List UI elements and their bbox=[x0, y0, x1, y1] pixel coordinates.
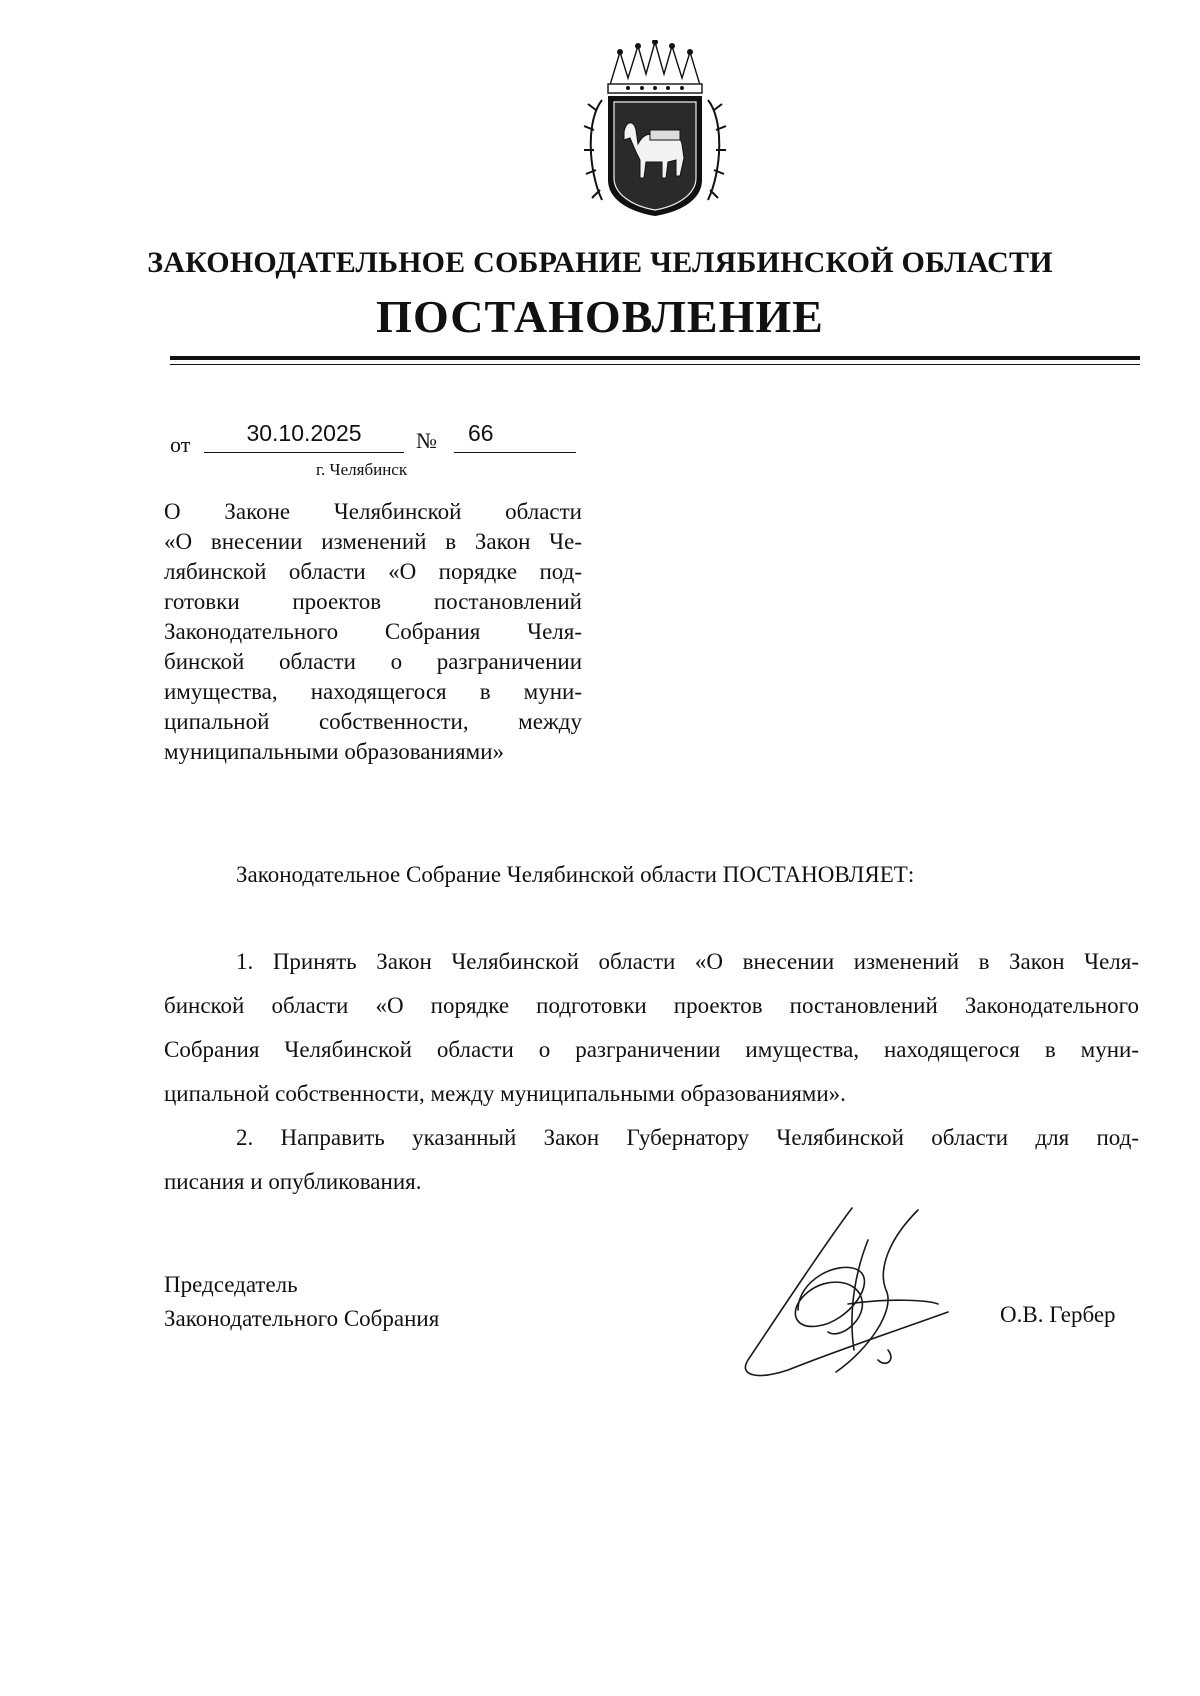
body-line: бинской области «О порядке подготовки проектов постановлений Законодательного bbox=[164, 993, 1139, 1018]
body-line: Собрания Челябинской области о разграничении имущества, находящегося в муни- bbox=[164, 1037, 1139, 1062]
number-underline bbox=[454, 452, 576, 453]
document-date: 30.10.2025 bbox=[246, 420, 362, 446]
date-underline bbox=[204, 452, 404, 453]
subject-line: имущества, находящегося в муни- bbox=[164, 679, 582, 704]
body-line: ципальной собственности, между муниципальными образованиями». bbox=[164, 1081, 846, 1106]
subject-line: лябинской области «О порядке под- bbox=[164, 559, 582, 584]
subject-line: «О внесении изменений в Закон Че- bbox=[164, 529, 582, 554]
document-number: 66 bbox=[468, 420, 494, 446]
subject-line: муниципальными образованиями» bbox=[164, 739, 505, 764]
subject-line: Законодательного Собрания Челя- bbox=[164, 619, 582, 644]
date-prefix-label: от bbox=[170, 432, 191, 457]
document-subject bbox=[164, 497, 582, 767]
body-line: 2. Направить указанный Закон Губернатору Челябинской области для под- bbox=[236, 1125, 1139, 1150]
signatory-role bbox=[164, 1268, 439, 1336]
document-type-heading: ПОСТАНОВЛЕНИЕ bbox=[376, 291, 824, 342]
issue-city: г. Челябинск bbox=[316, 460, 408, 479]
coat-of-arms-emblem bbox=[580, 40, 730, 220]
number-sign-label: № bbox=[416, 428, 437, 453]
header-divider-thin bbox=[170, 364, 1140, 365]
signatory-role-line: Законодательного Собрания bbox=[164, 1306, 440, 1331]
document-meta bbox=[170, 420, 590, 457]
body-line: писания и опубликования. bbox=[164, 1169, 422, 1194]
handwritten-signature bbox=[728, 1200, 998, 1390]
signatory-role-line: Председатель bbox=[164, 1272, 298, 1297]
subject-line: О Законе Челябинской области bbox=[164, 499, 582, 524]
resolution-preamble: Законодательное Собрание Челябинской области ПОСТАНОВЛЯЕТ: bbox=[236, 862, 915, 887]
resolution-body bbox=[164, 940, 1139, 1204]
organization-title: ЗАКОНОДАТЕЛЬНОЕ СОБРАНИЕ ЧЕЛЯБИНСКОЙ ОБЛАСТИ bbox=[147, 246, 1053, 279]
subject-line: готовки проектов постановлений bbox=[164, 589, 582, 614]
subject-line: ципальной собственности, между bbox=[164, 709, 582, 734]
body-line: 1. Принять Закон Челябинской области «О внесении изменений в Закон Челя- bbox=[236, 949, 1139, 974]
header-divider-thick bbox=[170, 356, 1140, 360]
subject-line: бинской области о разграничении bbox=[164, 649, 582, 674]
signatory-name: О.В. Гербер bbox=[1000, 1302, 1116, 1327]
